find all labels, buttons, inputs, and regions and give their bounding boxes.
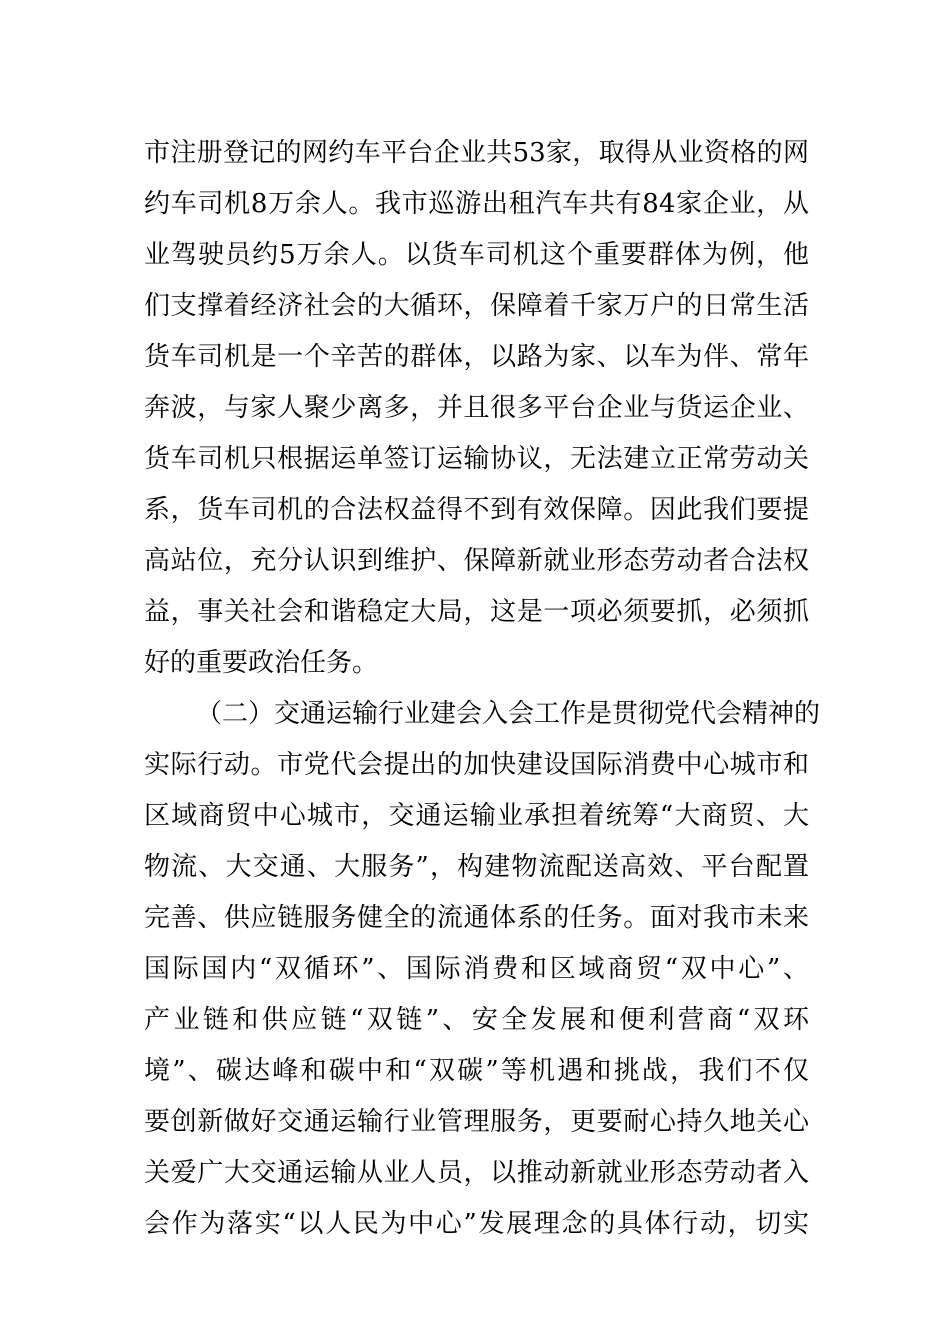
text-line: 系，货车司机的合法权益得不到有效保障。因此我们要提 [144,495,809,525]
text-line: 要创新做好交通运输行业管理服务，更要耐心持久地关心 [144,1107,809,1137]
text-line: 会作为落实“以人民为中心”发展理念的具体行动，切实 [144,1209,809,1239]
text-line: 货车司机只根据运单签订运输协议，无法建立正常劳动关 [144,444,809,474]
text-line: 完善、供应链服务健全的流通体系的任务。面对我市未来 [144,903,809,933]
text-line: 关爱广大交通运输从业人员，以推动新就业形态劳动者入 [144,1158,809,1188]
text-line: 业驾驶员约5万余人。以货车司机这个重要群体为例，他 [144,240,809,270]
text-line: 实际行动。市党代会提出的加快建设国际消费中心城市和 [144,750,809,780]
text-line: 们支撑着经济社会的大循环，保障着千家万户的日常生活 [144,291,809,321]
text-line: 物流、大交通、大服务”，构建物流配送高效、平台配置 [144,852,809,882]
text-line: 区域商贸中心城市，交通运输业承担着统筹“大商贸、大 [144,801,809,831]
text-line: 市注册登记的网约车平台企业共53家，取得从业资格的网 [144,138,809,168]
section-heading-line: （二）交通运输行业建会入会工作是贯彻党代会精神的 [196,699,821,729]
text-line: 境”、碳达峰和碳中和“双碳”等机遇和挑战，我们不仅 [144,1056,809,1086]
text-line: 奔波，与家人聚少离多，并且很多平台企业与货运企业、 [144,393,809,423]
text-line: 约车司机8万余人。我市巡游出租汽车共有84家企业，从 [144,189,809,219]
text-line: 国际国内“双循环”、国际消费和区域商贸“双中心”、 [144,954,809,984]
text-line: 益，事关社会和谐稳定大局，这是一项必须要抓，必须抓 [144,597,809,627]
text-line: 好的重要政治任务。 [144,648,379,678]
text-line: 高站位，充分认识到维护、保障新就业形态劳动者合法权 [144,546,809,576]
text-line: 产业链和供应链“双链”、安全发展和便利营商“双环 [144,1005,809,1035]
text-line: 货车司机是一个辛苦的群体，以路为家、以车为伴、常年 [144,342,809,372]
